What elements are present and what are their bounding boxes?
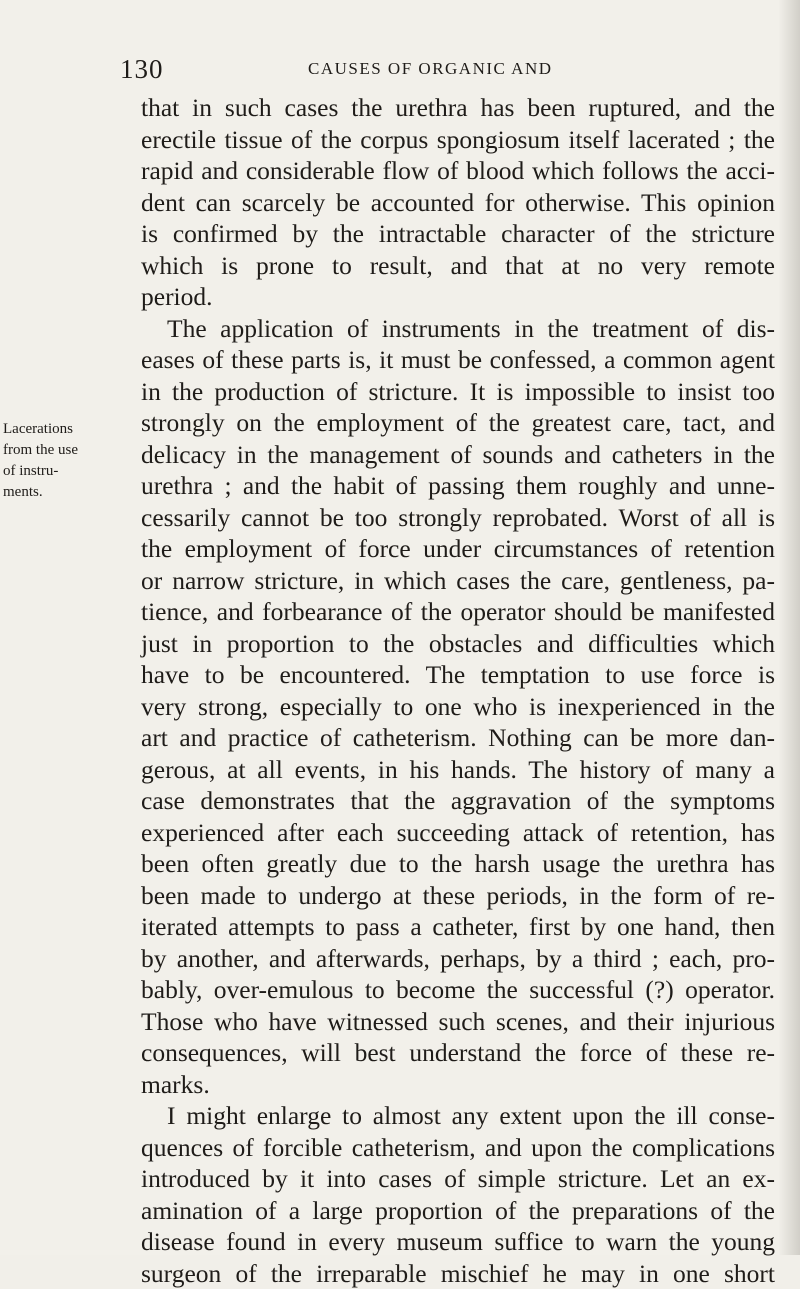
text-line: cessarily cannot be too strongly reprobated. Worst of all is [141,502,775,534]
text-line: marks. [141,1069,775,1101]
text-line: introduced by it into cases of simple stricture. Let an ex- [141,1163,775,1195]
text-line: gerous, at all events, in his hands. The history of many a [141,754,775,786]
text-line: or narrow stricture, in which cases the care, gentleness, pa- [141,565,775,597]
text-line: very strong, especially to one who is inexperienced in the [141,691,775,723]
text-line: have to be encountered. The temptation to use force is [141,659,775,691]
text-line: disease found in every museum suffice to warn the young [141,1226,775,1258]
text-line: amination of a large proportion of the preparations of the [141,1195,775,1227]
text-line: experienced after each succeeding attack of retention, has [141,817,775,849]
text-line: been made to undergo at these periods, in the form of re- [141,880,775,912]
text-line: just in proportion to the obstacles and difficulties which [141,628,775,660]
running-head: CAUSES OF ORGANIC AND [308,59,553,79]
margin-note-line: Lacerations [3,419,98,440]
text-line: quences of forcible catheterism, and upon the complications [141,1132,775,1164]
text-line: period. [141,281,775,313]
text-line: eases of these parts is, it must be confessed, a common agent [141,344,775,376]
text-line: consequences, will best understand the force of these re- [141,1037,775,1069]
text-line: urethra ; and the habit of passing them roughly and unne- [141,470,775,502]
body-text [141,92,787,1289]
margin-note-line: from the use [3,440,98,461]
margin-note [3,419,98,503]
text-line: iterated attempts to pass a catheter, first by one hand, then [141,911,775,943]
text-line: art and practice of catheterism. Nothing can be more dan- [141,722,775,754]
text-line: by another, and afterwards, perhaps, by a third ; each, pro- [141,943,775,975]
text-line: which is prone to result, and that at no very remote [141,250,775,282]
text-line: delicacy in the management of sounds and catheters in the [141,439,775,471]
text-line: bably, over-emulous to become the successful (?) operator. [141,974,775,1006]
page-header [0,54,800,84]
text-line: surgeon of the irreparable mischief he may in one short [141,1258,775,1289]
text-line: the employment of force under circumstances of retention [141,533,775,565]
text-line: Those who have witnessed such scenes, and their injurious [141,1006,775,1038]
paragraph-first-line: I might enlarge to almost any extent upon the ill conse- [141,1100,775,1132]
text-line: in the production of stricture. It is impossible to insist too [141,376,775,408]
text-line: case demonstrates that the aggravation of the symptoms [141,785,775,817]
page-number: 130 [120,54,164,85]
text-line: is confirmed by the intractable character of the stricture [141,218,775,250]
text-line: dent can scarcely be accounted for otherwise. This opinion [141,187,775,219]
margin-note-line: ments. [3,482,98,503]
text-line: rapid and considerable flow of blood which follows the acci- [141,155,775,187]
text-line: erectile tissue of the corpus spongiosum itself lacerated ; the [141,124,775,156]
text-line: strongly on the employment of the greatest care, tact, and [141,407,775,439]
text-line: been often greatly due to the harsh usage the urethra has [141,848,775,880]
text-line: that in such cases the urethra has been ruptured, and the [141,92,775,124]
paragraph-first-line: The application of instruments in the treatment of dis- [141,313,775,345]
text-line: tience, and forbearance of the operator should be manifested [141,596,775,628]
margin-note-line: of instru- [3,461,98,482]
